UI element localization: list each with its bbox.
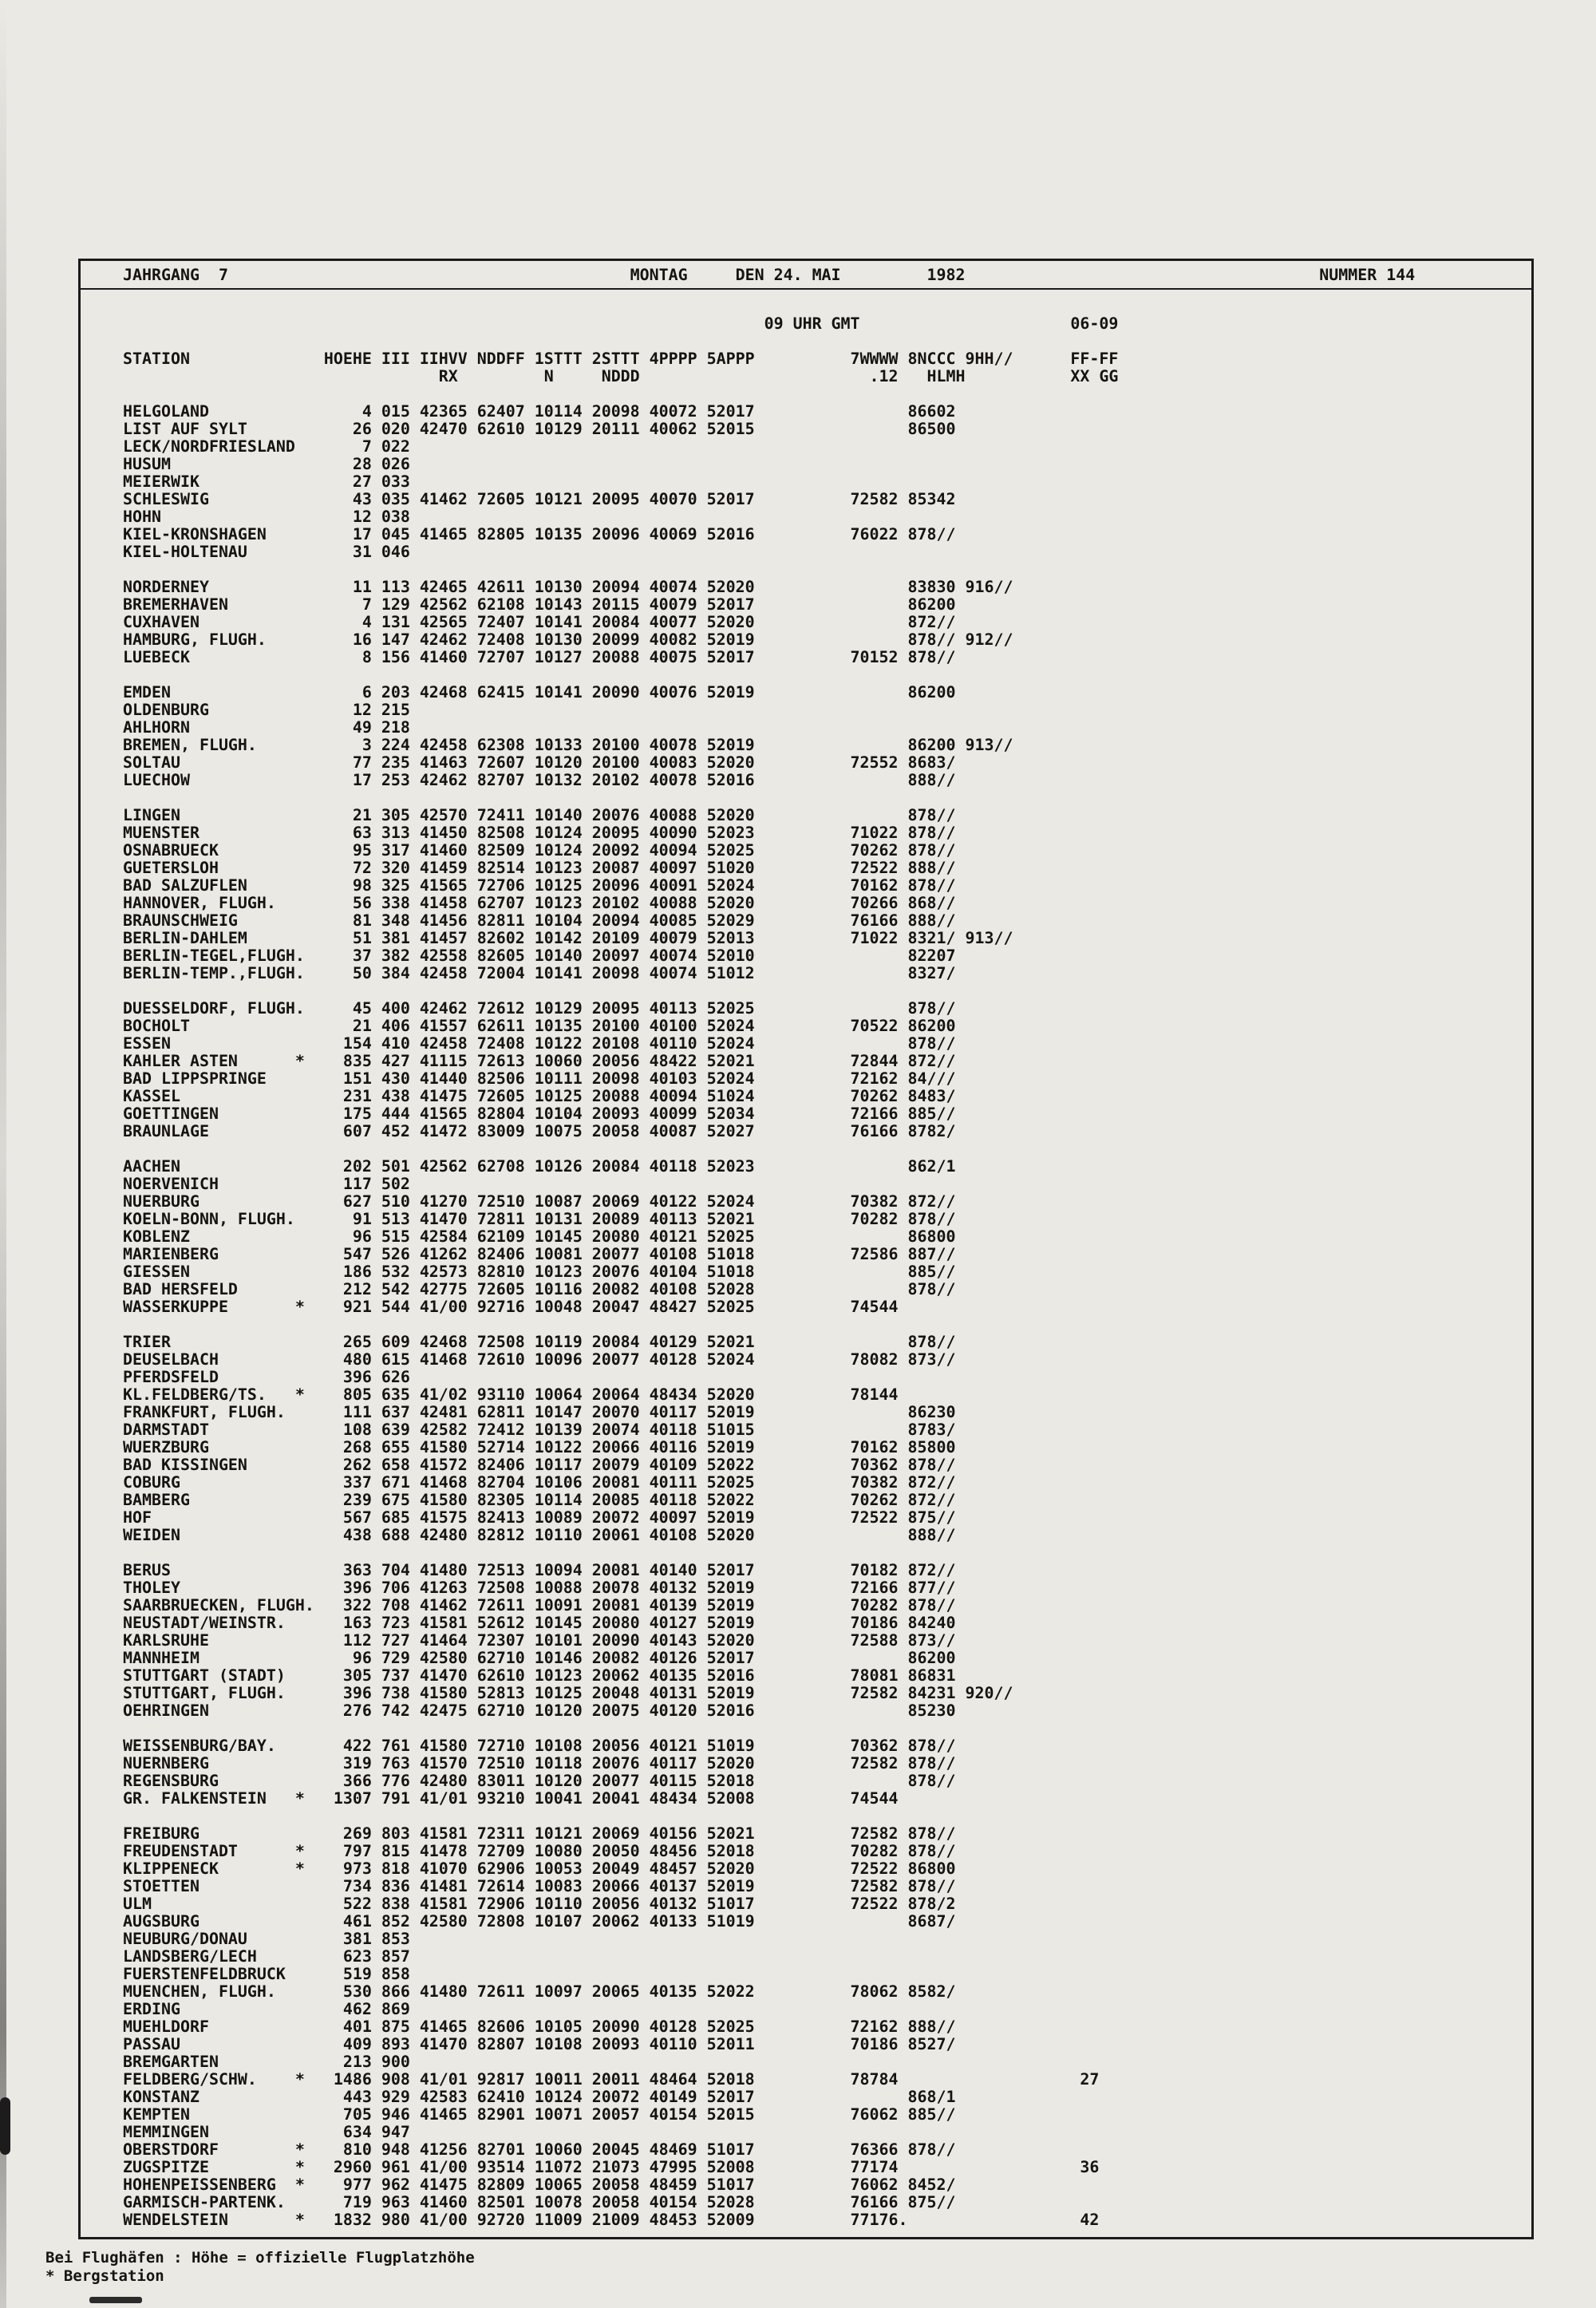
spacer-row: [123, 982, 1531, 1000]
station-row: THOLEY 396 706 41263 72508 10088 20078 40132 52019 72166 877//: [123, 1579, 956, 1597]
station-row: KIEL-HOLTENAU 31 046: [123, 543, 410, 561]
station-row: GIESSEN 186 532 42573 82810 10123 20076 40104 51018 885//: [123, 1263, 956, 1281]
station-row: HAMBURG, FLUGH. 16 147 42462 72408 10130 20099 40082 52019 878// 912//: [123, 630, 1013, 649]
station-row: STUTTGART (STADT) 305 737 41470 62610 10123 20062 40135 52016 78081 86831: [123, 1666, 956, 1685]
observation-time-row: 09 UHR GMT 06-09: [123, 314, 1119, 333]
station-row: ULM 522 838 41581 72906 10110 20056 40132 51017 72522 878/2: [123, 1895, 956, 1913]
spacer-row: [123, 1720, 1531, 1737]
station-row: BAMBERG 239 675 41580 82305 10114 20085 40118 52022 70262 872//: [123, 1491, 956, 1509]
station-row: NOERVENICH 117 502: [123, 1175, 410, 1193]
station-row: HOHENPEISSENBERG * 977 962 41475 82809 10065 20058 48459 51017 76062 8452/: [123, 2176, 956, 2194]
report-frame: [78, 259, 1534, 2239]
station-row: CUXHAVEN 4 131 42565 72407 10141 20084 40077 52020 872//: [123, 613, 956, 631]
station-row: MANNHEIM 96 729 42580 62710 10146 20082 40126 52017 86200: [123, 1649, 956, 1667]
station-row: DARMSTADT 108 639 42582 72412 10139 20074 40118 51015 8783/: [123, 1421, 956, 1439]
spacer-row: [123, 1544, 1531, 1562]
station-row: NUERNBERG 319 763 41570 72510 10118 20076 40117 52020 72582 878//: [123, 1754, 956, 1772]
station-row: KASSEL 231 438 41475 72605 10125 20088 40094 51024 70262 8483/: [123, 1087, 956, 1105]
station-row: LANDSBERG/LECH 623 857: [123, 1947, 410, 1966]
station-row: SAARBRUECKEN, FLUGH. 322 708 41462 72611 10091 20081 40139 52019 70282 878//: [123, 1596, 956, 1614]
station-row: HUSUM 28 026: [123, 455, 410, 473]
masthead-line: JAHRGANG 7 MONTAG DEN 24. MAI 1982 NUMMER 144: [123, 266, 1416, 284]
station-row: WEISSENBURG/BAY. 422 761 41580 72710 10108 20056 40121 51019 70362 878//: [123, 1737, 956, 1755]
station-row: WUERZBURG 268 655 41580 52714 10122 20066 40116 52019 70162 85800: [123, 1438, 956, 1456]
station-row: PASSAU 409 893 41470 82807 10108 20093 40110 52011 70186 8527/: [123, 2035, 956, 2053]
station-row: BAD SALZUFLEN 98 325 41565 72706 10125 20096 40091 52024 70162 878//: [123, 876, 956, 895]
scan-dash-artifact: [89, 2297, 142, 2303]
station-row: NEUSTADT/WEINSTR. 163 723 41581 52612 10145 20080 40127 52019 70186 84240: [123, 1614, 956, 1632]
station-row: MUENSTER 63 313 41450 82508 10124 20095 40090 52023 71022 878//: [123, 824, 956, 842]
spacer-row: [123, 789, 1531, 807]
station-row: WENDELSTEIN * 1832 980 41/00 92720 11009 21009 48453 52009 77176. 42: [123, 2211, 1100, 2229]
station-row: BERLIN-TEMP.,FLUGH. 50 384 42458 72004 10141 20098 40074 51012 8327/: [123, 964, 956, 982]
station-row: FELDBERG/SCHW. * 1486 908 41/01 92817 10011 20011 48464 52018 78784 27: [123, 2070, 1100, 2089]
station-row: AUGSBURG 461 852 42580 72808 10107 20062 40133 51019 8687/: [123, 1912, 956, 1931]
station-row: GOETTINGEN 175 444 41565 82804 10104 20093 40099 52034 72166 885//: [123, 1105, 956, 1123]
station-row: LUECHOW 17 253 42462 82707 10132 20102 40078 52016 888//: [123, 771, 956, 789]
station-row: MUENCHEN, FLUGH. 530 866 41480 72611 10097 20065 40135 52022 78062 8582/: [123, 1982, 956, 2001]
station-row: KARLSRUHE 112 727 41464 72307 10101 20090 40143 52020 72588 873//: [123, 1631, 956, 1650]
station-row: BAD KISSINGEN 262 658 41572 82406 10117 20079 40109 52022 70362 878//: [123, 1456, 956, 1474]
station-row: LINGEN 21 305 42570 72411 10140 20076 40088 52020 878//: [123, 806, 956, 824]
station-row: BERUS 363 704 41480 72513 10094 20081 40140 52017 70182 872//: [123, 1561, 956, 1579]
station-row: LUEBECK 8 156 41460 72707 10127 20088 40075 52017 70152 878//: [123, 648, 956, 666]
footnotes: [45, 2249, 475, 2286]
station-row: KOELN-BONN, FLUGH. 91 513 41470 72811 10131 20089 40113 52021 70282 878//: [123, 1210, 956, 1228]
station-row: LIST AUF SYLT 26 020 42470 62610 10129 20111 40062 52015 86500: [123, 420, 956, 438]
station-row: KLIPPENECK * 973 818 41070 62906 10053 20049 48457 52020 72522 86800: [123, 1859, 956, 1878]
station-row: AACHEN 202 501 42562 62708 10126 20084 40118 52023 862/1: [123, 1157, 956, 1176]
station-row: TRIER 265 609 42468 72508 10119 20084 40129 52021 878//: [123, 1333, 956, 1351]
station-row: MARIENBERG 547 526 41262 82406 10081 20077 40108 51018 72586 887//: [123, 1245, 956, 1263]
station-row: BERLIN-TEGEL,FLUGH. 37 382 42558 82605 10140 20097 40074 52010 82207: [123, 947, 956, 965]
spacer-row: [123, 298, 1531, 315]
station-row: BOCHOLT 21 406 41557 62611 10135 20100 40100 52024 70522 86200: [123, 1017, 956, 1035]
footnote-bergstation: * Bergstation: [45, 2267, 164, 2285]
station-row: DEUSELBACH 480 615 41468 72610 10096 20077 40128 52024 78082 873//: [123, 1350, 956, 1369]
station-row: NORDERNEY 11 113 42465 42611 10130 20094 40074 52020 83830 916//: [123, 578, 1013, 596]
station-row: COBURG 337 671 41468 82704 10106 20081 40111 52025 70382 872//: [123, 1473, 956, 1492]
station-row: GARMISCH-PARTENK. 719 963 41460 82501 10078 20058 40154 52028 76166 875//: [123, 2193, 956, 2211]
station-table: [81, 290, 1531, 2229]
station-row: SCHLESWIG 43 035 41462 72605 10121 20095 40070 52017 72582 85342: [123, 490, 956, 508]
station-row: OLDENBURG 12 215: [123, 701, 410, 719]
spacer-row: [123, 1808, 1531, 1825]
station-row: KOBLENZ 96 515 42584 62109 10145 20080 40121 52025 86800: [123, 1227, 956, 1246]
station-row: LECK/NORDFRIESLAND 7 022: [123, 437, 410, 456]
spacer-row: [123, 333, 1531, 350]
column-header-row: STATION HOEHE III IIHVV NDDFF 1STTT 2STTT 4PPPP 5APPP 7WWWW 8NCCC 9HH// FF-FF: [123, 350, 1119, 368]
scan-edge-artifact: [0, 0, 6, 2308]
station-row: ZUGSPITZE * 2960 961 41/00 93514 11072 21073 47995 52008 77174 36: [123, 2158, 1100, 2176]
footnote-airport-elevation: Bei Flughäfen : Höhe = offizielle Flugplatzhöhe: [45, 2249, 475, 2267]
station-row: NUERBURG 627 510 41270 72510 10087 20069 40122 52024 70382 872//: [123, 1192, 956, 1211]
station-row: BAD HERSFELD 212 542 42775 72605 10116 20082 40108 52028 878//: [123, 1280, 956, 1298]
station-row: ERDING 462 869: [123, 2000, 410, 2018]
station-row: EMDEN 6 203 42468 62415 10141 20090 40076 52019 86200: [123, 683, 956, 701]
station-row: REGENSBURG 366 776 42480 83011 10120 20077 40115 52018 878//: [123, 1772, 956, 1790]
station-row: BAD LIPPSPRINGE 151 430 41440 82506 10111 20098 40103 52024 72162 84///: [123, 1069, 956, 1088]
spacer-row: [123, 666, 1531, 684]
station-row: GR. FALKENSTEIN * 1307 791 41/01 93210 10041 20041 48434 52008 74544: [123, 1789, 899, 1808]
spacer-row: [123, 561, 1531, 579]
station-row: BREMERHAVEN 7 129 42562 62108 10143 20115 40079 52017 86200: [123, 595, 956, 614]
station-row: KONSTANZ 443 929 42583 62410 10124 20072 40149 52017 868/1: [123, 2088, 956, 2106]
station-row: BREMEN, FLUGH. 3 224 42458 62308 10133 20100 40078 52019 86200 913//: [123, 736, 1013, 754]
station-row: FREUDENSTADT * 797 815 41478 72709 10080 20050 48456 52018 70282 878//: [123, 1842, 956, 1860]
station-row: SOLTAU 77 235 41463 72607 10120 20100 40083 52020 72552 8683/: [123, 753, 956, 772]
spacer-row: [123, 1316, 1531, 1334]
station-row: KL.FELDBERG/TS. * 805 635 41/02 93110 10064 20064 48434 52020 78144: [123, 1385, 899, 1404]
spacer-row: [123, 385, 1531, 403]
station-row: MEIERWIK 27 033: [123, 472, 410, 491]
station-row: OSNABRUECK 95 317 41460 82509 10124 20092 40094 52025 70262 878//: [123, 841, 956, 860]
station-row: FUERSTENFELDBRUCK 519 858: [123, 1965, 410, 1983]
column-subheader-row: RX N NDDD .12 HLMH XX GG: [123, 367, 1119, 385]
station-row: STOETTEN 734 836 41481 72614 10083 20066 40137 52019 72582 878//: [123, 1877, 956, 1895]
station-row: FRANKFURT, FLUGH. 111 637 42481 62811 10147 20070 40117 52019 86230: [123, 1403, 956, 1421]
station-row: FREIBURG 269 803 41581 72311 10121 20069 40156 52021 72582 878//: [123, 1824, 956, 1843]
station-row: OBERSTDORF * 810 948 41256 82701 10060 20045 48469 51017 76366 878//: [123, 2140, 956, 2159]
station-row: KAHLER ASTEN * 835 427 41115 72613 10060 20056 48422 52021 72844 872//: [123, 1052, 956, 1070]
station-row: WASSERKUPPE * 921 544 41/00 92716 10048 20047 48427 52025 74544: [123, 1298, 899, 1316]
station-row: HOHN 12 038: [123, 508, 410, 526]
station-row: HELGOLAND 4 015 42365 62407 10114 20098 40072 52017 86602: [123, 402, 956, 421]
station-row: GUETERSLOH 72 320 41459 82514 10123 20087 40097 51020 72522 888//: [123, 859, 956, 877]
station-row: BRAUNSCHWEIG 81 348 41456 82811 10104 20094 40085 52029 76166 888//: [123, 911, 956, 930]
station-row: KEMPTEN 705 946 41465 82901 10071 20057 40154 52015 76062 885//: [123, 2105, 956, 2124]
station-row: NEUBURG/DONAU 381 853: [123, 1930, 410, 1948]
station-row: STUTTGART, FLUGH. 396 738 41580 52813 10125 20048 40131 52019 72582 84231 920//: [123, 1684, 1013, 1702]
station-row: HOF 567 685 41575 82413 10089 20072 40097 52019 72522 875//: [123, 1508, 956, 1527]
station-row: BERLIN-DAHLEM 51 381 41457 82602 10142 20109 40079 52013 71022 8321/ 913//: [123, 929, 1013, 947]
station-row: PFERDSFELD 396 626: [123, 1368, 410, 1386]
spacer-row: [123, 1140, 1531, 1158]
station-row: HANNOVER, FLUGH. 56 338 41458 62707 10123 20102 40088 52020 70266 868//: [123, 894, 956, 912]
station-row: MEMMINGEN 634 947: [123, 2123, 410, 2141]
scan-blob-artifact: [0, 2097, 10, 2155]
station-row: MUEHLDORF 401 875 41465 82606 10105 20090 40128 52025 72162 888//: [123, 2018, 956, 2036]
station-row: AHLHORN 49 218: [123, 718, 410, 737]
station-row: ESSEN 154 410 42458 72408 10122 20108 40110 52024 878//: [123, 1034, 956, 1053]
station-row: BRAUNLAGE 607 452 41472 83009 10075 20058 40087 52027 76166 8782/: [123, 1122, 956, 1140]
station-row: OEHRINGEN 276 742 42475 62710 10120 20075 40120 52016 85230: [123, 1701, 956, 1720]
station-row: KIEL-KRONSHAGEN 17 045 41465 82805 10135 20096 40069 52016 76022 878//: [123, 525, 956, 543]
station-row: WEIDEN 438 688 42480 82812 10110 20061 40108 52020 888//: [123, 1526, 956, 1544]
station-row: DUESSELDORF, FLUGH. 45 400 42462 72612 10129 20095 40113 52025 878//: [123, 999, 956, 1018]
station-row: BREMGARTEN 213 900: [123, 2053, 410, 2071]
